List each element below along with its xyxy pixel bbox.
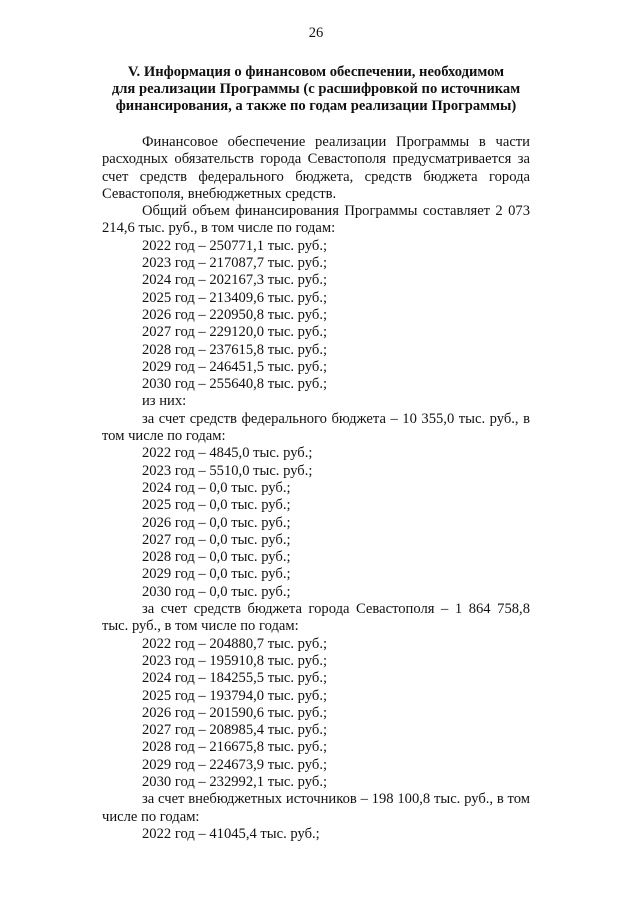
list-item: 2028 год – 0,0 тыс. руб.; [142,549,291,566]
list-item: 2023 год – 195910,8 тыс. руб.; [142,652,328,669]
of-them-label: из них: [142,393,187,410]
heading-line-1: V. Информация о финансовом обеспечении, необходимом [127,64,505,80]
extrabudgetary-by-year-list [102,826,530,843]
list-item: 2022 год – 250771,1 тыс. руб.; [142,237,328,254]
city-by-year-list [102,636,530,792]
list-item: 2029 год – 246451,5 тыс. руб.; [142,358,328,375]
list-item: 2030 год – 0,0 тыс. руб.; [142,583,291,600]
list-item: 2022 год – 4845,0 тыс. руб.; [142,445,313,462]
list-item: 2022 год – 204880,7 тыс. руб.; [142,635,328,652]
list-item: 2023 год – 5510,0 тыс. руб.; [142,462,313,479]
heading-line-2: для реализации Программы (с расшифровкой по источникам [111,81,521,97]
list-item: 2029 год – 0,0 тыс. руб.; [142,566,291,583]
list-item: 2025 год – 0,0 тыс. руб.; [142,497,291,514]
list-item: 2028 год – 216675,8 тыс. руб.; [142,739,328,756]
body-text [102,134,530,843]
list-item: 2030 год – 232992,1 тыс. руб.; [142,773,328,790]
intro-paragraph: Финансовое обеспечение реализации Программы в части расходных обязательств города Севастополя предусматривается за счет средств федерального бюджета, средств бюджета города Севастополя, внебюджетных средств. [102,134,530,202]
list-item: 2024 год – 0,0 тыс. руб.; [142,479,291,496]
total-funding-paragraph: Общий объем финансирования Программы составляет 2 073 214,6 тыс. руб., в том числе по годам: [102,203,530,237]
list-item: 2027 год – 208985,4 тыс. руб.; [142,722,328,739]
list-item: 2025 год – 213409,6 тыс. руб.; [142,289,328,306]
total-by-year-list [102,238,530,394]
federal-budget-paragraph: за счет средств федерального бюджета – 10 355,0 тыс. руб., в том числе по годам: [102,410,530,445]
list-item: 2028 год – 237615,8 тыс. руб.; [142,341,328,358]
heading-line-3: финансирования, а также по годам реализации Программы) [115,98,517,114]
list-item: 2026 год – 0,0 тыс. руб.; [142,514,291,531]
page-number: 26 [308,25,324,41]
list-item: 2029 год – 224673,9 тыс. руб.; [142,756,328,773]
list-item: 2026 год – 220950,8 тыс. руб.; [142,306,328,323]
list-item: 2026 год – 201590,6 тыс. руб.; [142,704,328,721]
extrabudgetary-paragraph: за счет внебюджетных источников – 198 100,8 тыс. руб., в том числе по годам: [102,791,530,825]
city-budget-paragraph: за счет средств бюджета города Севастополя – 1 864 758,8 тыс. руб., в том числе по годам: [102,601,530,635]
list-item: 2027 год – 0,0 тыс. руб.; [142,531,291,548]
list-item: 2024 год – 184255,5 тыс. руб.; [142,670,328,687]
list-item: 2027 год – 229120,0 тыс. руб.; [142,324,328,341]
federal-by-year-list [102,445,530,601]
section-heading [100,64,532,115]
list-item: 2030 год – 255640,8 тыс. руб.; [142,376,328,393]
list-item: 2024 год – 202167,3 тыс. руб.; [142,272,328,289]
list-item: 2025 год – 193794,0 тыс. руб.; [142,687,328,704]
list-item: 2022 год – 41045,4 тыс. руб.; [142,825,320,842]
list-item: 2023 год – 217087,7 тыс. руб.; [142,255,328,272]
